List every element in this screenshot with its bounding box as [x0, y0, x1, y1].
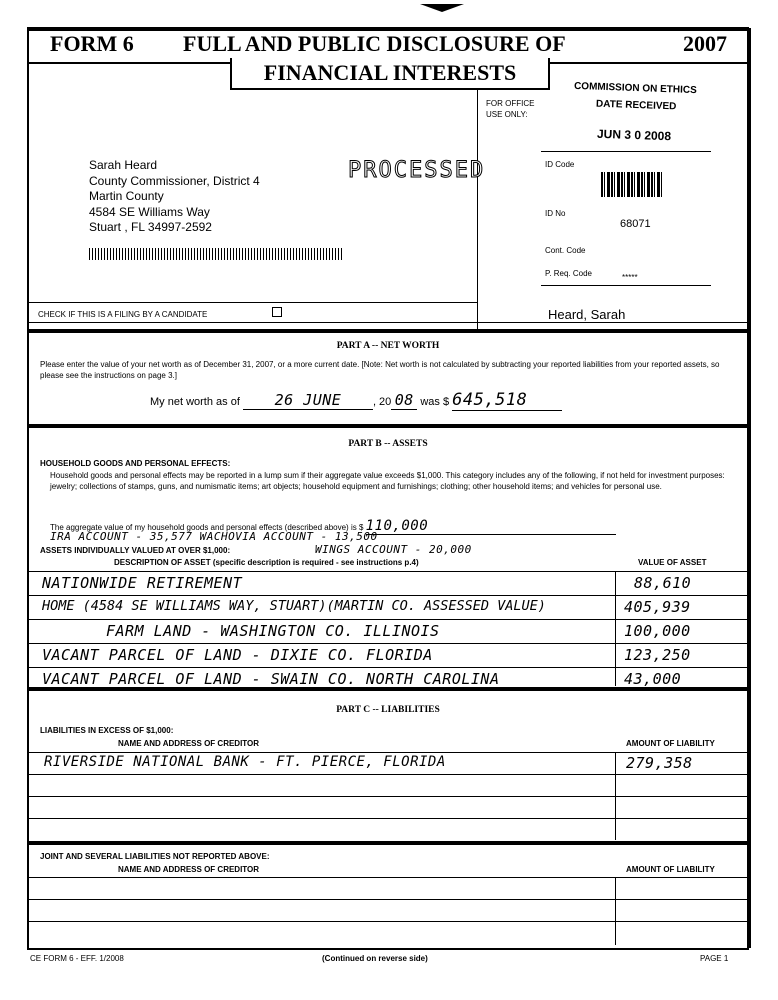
liabilities-heading: LIABILITIES IN EXCESS OF $1,000: — [40, 726, 174, 735]
part-a-heading: PART A -- NET WORTH — [336, 341, 440, 351]
p-req-rule — [541, 285, 711, 286]
table-row — [28, 797, 748, 819]
candidate-rule — [28, 302, 478, 303]
filer-name-short: Heard, Sarah — [548, 307, 626, 322]
id-barcode — [601, 172, 662, 197]
table-row — [28, 878, 748, 900]
p-req-code-value: ***** — [622, 273, 638, 282]
table-row — [28, 819, 748, 840]
net-worth-prefix: My net worth as of — [150, 396, 240, 408]
asset-value-header: VALUE OF ASSET — [638, 558, 707, 567]
joint-rows — [28, 878, 748, 943]
footer-page: PAGE 1 — [700, 954, 729, 963]
processed-stamp: PROCESSED — [348, 158, 486, 183]
net-worth-line — [150, 390, 562, 411]
household-text: Household goods and personal effects may be reported in a lump sum if their aggregate value exceeds $1,000. This category includes any of the following, if not held for investment purposes: jewelry; collections of stamps, guns, and numismatic items; art objects; household equipment and furnishings; clothing; other household items; and vehicles for personal use. — [50, 471, 725, 491]
joint-amount-header: AMOUNT OF LIABILITY — [626, 865, 715, 874]
net-worth-year-prefix: , 20 — [372, 396, 392, 408]
form-number: FORM 6 — [50, 31, 134, 56]
net-worth-year[interactable]: 08 — [391, 391, 417, 410]
table-row — [28, 922, 748, 943]
footer-continued: (Continued on reverse side) — [322, 954, 428, 963]
asset-value[interactable]: 405,939 — [624, 598, 691, 616]
asset-description[interactable]: NATIONWIDE RETIREMENT — [42, 574, 243, 592]
individual-assets-heading: ASSETS INDIVIDUALLY VALUED AT OVER $1,000: — [40, 546, 231, 555]
form-title-line1: FULL AND PUBLIC DISCLOSURE OF — [183, 31, 566, 56]
part-b-rule — [28, 424, 748, 428]
footer-form-id: CE FORM 6 - EFF. 1/2008 — [30, 954, 124, 963]
handwritten-accounts-2: WINGS ACCOUNT - 20,000 — [315, 543, 472, 556]
filer-address — [89, 158, 260, 236]
use-only-label: USE ONLY: — [486, 110, 528, 119]
net-worth-amount[interactable]: 645,518 — [452, 390, 562, 411]
net-worth-date[interactable]: 26 JUNE — [243, 391, 373, 410]
candidate-checkbox[interactable] — [272, 307, 282, 317]
for-office-label: FOR OFFICE — [486, 99, 535, 108]
creditor-header: NAME AND ADDRESS OF CREDITOR — [118, 739, 260, 748]
part-a-rule — [28, 329, 748, 333]
table-row — [28, 900, 748, 922]
joint-heading: JOINT AND SEVERAL LIABILITIES NOT REPORTED ABOVE: — [40, 852, 270, 861]
part-c-rule — [28, 687, 748, 691]
joint-creditor-header: NAME AND ADDRESS OF CREDITOR — [118, 865, 260, 874]
asset-value[interactable]: 100,000 — [624, 622, 691, 640]
right-edge-shadow — [748, 28, 751, 948]
table-row — [28, 753, 748, 775]
asset-description-header: DESCRIPTION OF ASSET (specific description is required - see instructions p.4) — [114, 558, 419, 567]
part-a-instructions: Please enter the value of your net worth as of December 31, 2007, or a more current date. [Note: Net worth is not calculated by subtracting your reported liabilities from your reported assets, so please see the instructions on page 3.] — [40, 360, 720, 380]
asset-rows — [28, 572, 748, 691]
net-worth-was: was $ — [420, 396, 450, 408]
part-b-heading: PART B -- ASSETS — [348, 439, 428, 449]
joint-rule — [28, 841, 748, 845]
id-code-label: ID Code — [545, 160, 575, 169]
filer-office: County Commissioner, District 4 — [89, 173, 260, 188]
asset-description[interactable]: VACANT PARCEL OF LAND - SWAIN CO. NORTH CAROLINA — [42, 670, 500, 688]
filer-street: 4584 SE Williams Way — [89, 204, 210, 219]
liability-rows — [28, 753, 748, 840]
table-row — [28, 596, 748, 620]
form-title-line2: FINANCIAL INTERESTS — [263, 60, 517, 85]
stamp-date-received: DATE RECEIVED — [595, 98, 677, 113]
id-no-label: ID No — [545, 209, 566, 218]
stamp-date: JUN 3 0 2008 — [596, 126, 672, 144]
asset-value[interactable]: 123,250 — [624, 646, 691, 664]
candidate-bottom-rule — [28, 322, 748, 323]
handwritten-accounts-1: IRA ACCOUNT - 35,577 WACHOVIA ACCOUNT - 13,500 — [50, 530, 378, 543]
office-divider — [477, 90, 478, 330]
table-row — [28, 572, 748, 596]
asset-description[interactable]: FARM LAND - WASHINGTON CO. ILLINOIS — [106, 622, 440, 640]
table-row — [28, 620, 748, 644]
aggregate-value[interactable]: 110,000 — [366, 518, 616, 535]
table-row — [28, 775, 748, 797]
creditor-name[interactable]: RIVERSIDE NATIONAL BANK - FT. PIERCE, FLORIDA — [44, 754, 446, 770]
asset-description[interactable]: HOME (4584 SE WILLIAMS WAY, STUART)(MARTIN CO. ASSESSED VALUE) — [42, 598, 546, 614]
postal-barcode — [89, 248, 344, 260]
form-year: 2007 — [683, 31, 727, 56]
stamp-rule — [541, 151, 711, 152]
filer-county: Martin County — [89, 189, 164, 203]
asset-description[interactable]: VACANT PARCEL OF LAND - DIXIE CO. FLORIDA — [42, 646, 433, 664]
stamp-commission: COMMISSION ON ETHICS — [573, 80, 697, 97]
aggregate-label: The aggregate value of my household goods and personal effects (described above) is $ — [50, 523, 364, 532]
cont-code-label: Cont. Code — [545, 246, 586, 255]
p-req-code-label: P. Req. Code — [545, 269, 592, 278]
filer-city: Stuart , FL 34997-2592 — [89, 220, 212, 234]
household-heading: HOUSEHOLD GOODS AND PERSONAL EFFECTS: — [40, 459, 231, 468]
asset-value[interactable]: 43,000 — [624, 670, 682, 688]
filer-name: Sarah Heard — [89, 158, 158, 172]
liability-amount[interactable]: 279,358 — [626, 754, 693, 772]
table-row — [28, 644, 748, 668]
asset-value[interactable]: 88,610 — [634, 574, 692, 592]
top-mark — [420, 4, 464, 12]
id-no-value: 68071 — [620, 218, 651, 230]
candidate-label: CHECK IF THIS IS A FILING BY A CANDIDATE — [38, 310, 208, 319]
part-c-heading: PART C -- LIABILITIES — [336, 705, 440, 715]
liability-amount-header: AMOUNT OF LIABILITY — [626, 739, 715, 748]
